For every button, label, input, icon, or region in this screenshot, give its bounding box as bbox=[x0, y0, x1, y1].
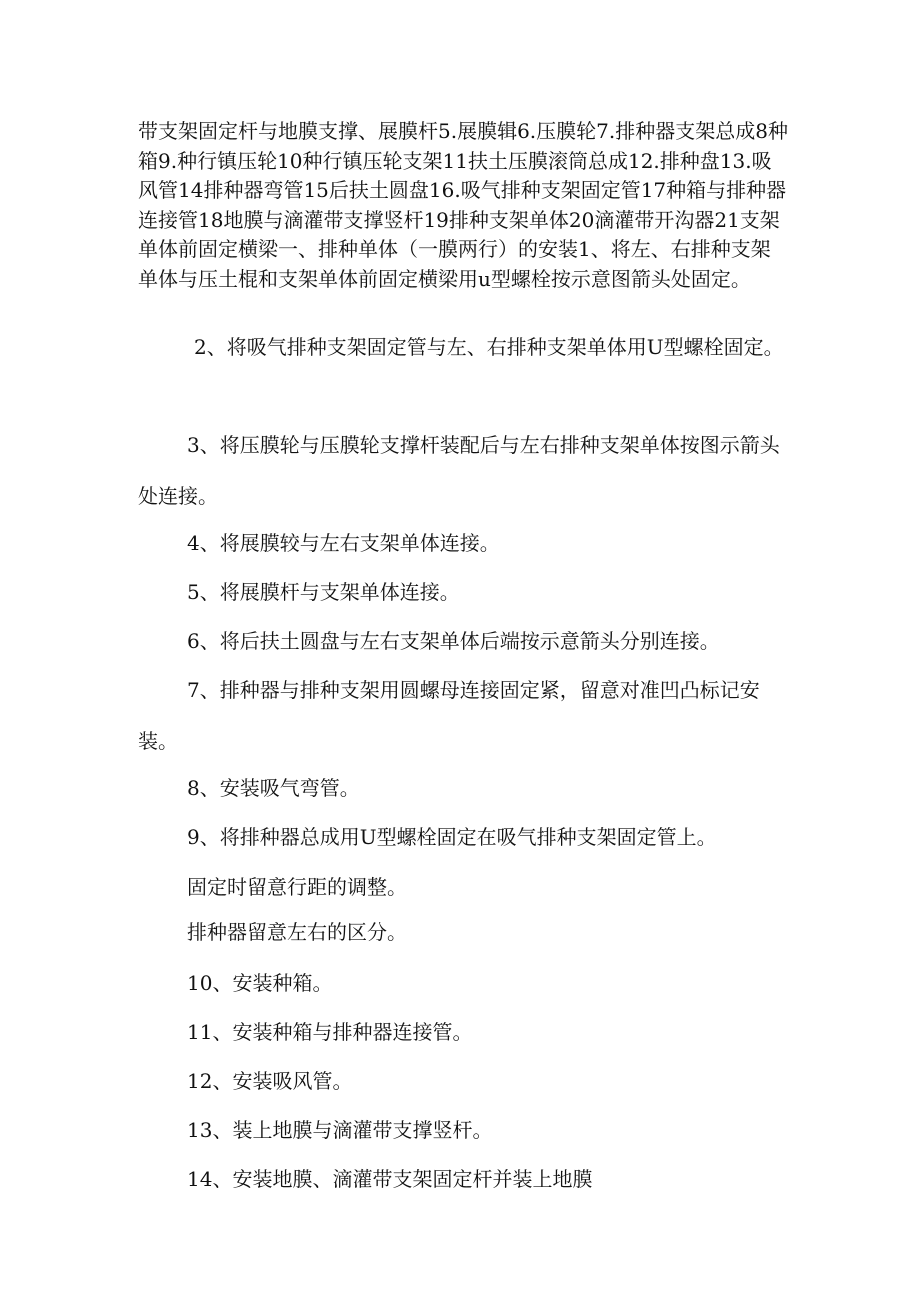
step-12-paragraph: 12、安装吸风管。 bbox=[187, 1069, 353, 1093]
step-14-paragraph: 14、安装地膜、滴灌带支架固定杆并装上地膜 bbox=[187, 1167, 593, 1191]
step-8-paragraph: 8、安装吸气弯管。 bbox=[187, 776, 360, 800]
step-4-paragraph: 4、将展膜较与左右支架单体连接。 bbox=[187, 531, 500, 555]
step-2-paragraph: 2、将吸气排种支架固定管与左、右排种支架单体用U型螺栓固定。 bbox=[194, 335, 784, 359]
step-3-paragraph: 3、将压膜轮与压膜轮支撑杆装配后与左右排种支架单体按图示箭头处连接。 bbox=[138, 433, 780, 508]
note-row-spacing: 固定时留意行距的调整。 bbox=[187, 875, 407, 899]
step-6-paragraph: 6、将后扶土圆盘与左右支架单体后端按示意箭头分别连接。 bbox=[187, 629, 720, 653]
step-11-paragraph: 11、安装种箱与排种器连接管。 bbox=[187, 1020, 473, 1044]
intro-paragraph: 带支架固定杆与地膜支撑、展膜杆5.展膜辑6.压膜轮7.排种器支架总成8种箱9.种行镇压轮10种行镇压轮支架11扶土压膜滚筒总成12.排种盘13.吸风管14排种器弯管15后扶土圆盘16.吸气排种支架固定管17种箱与排种器连接管18地膜与滴灌带支撑竖杆19排种支架单体20滴灌带开沟器21支架单体前固定横梁一、排种单体（一膜两行）的安装1、将左、右排种支架单体与压土棍和支架单体前固定横梁用u型螺栓按示意图箭头处固定。 bbox=[138, 119, 788, 291]
step-5-paragraph: 5、将展膜杆与支架单体连接。 bbox=[187, 580, 460, 604]
step-7-paragraph: 7、排种器与排种支架用圆螺母连接固定紧，留意对准凹凸标记安装。 bbox=[138, 678, 760, 753]
note-left-right: 排种器留意左右的区分。 bbox=[187, 920, 407, 944]
step-10-paragraph: 10、安装种箱。 bbox=[187, 971, 333, 995]
step-13-paragraph: 13、装上地膜与滴灌带支撑竖杆。 bbox=[187, 1118, 493, 1142]
step-9-paragraph: 9、将排种器总成用U型螺栓固定在吸气排种支架固定管上。 bbox=[187, 825, 717, 849]
